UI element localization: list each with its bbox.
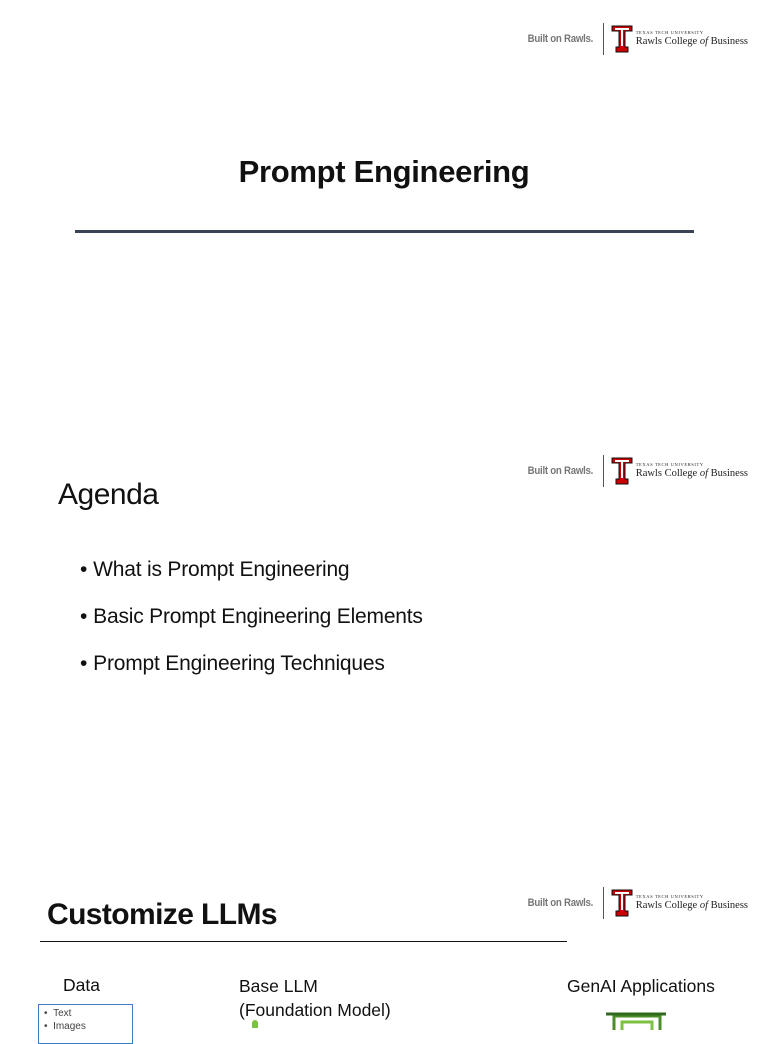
heading-underline <box>40 941 567 942</box>
column-genai-apps-label: GenAI Applications <box>567 976 715 996</box>
agenda-heading: Agenda <box>58 478 159 511</box>
column-base-llm-label: Base LLM (Foundation Model) <box>239 976 391 1020</box>
double-t-icon <box>612 890 632 916</box>
title-underline <box>75 230 694 233</box>
data-item: • Images <box>44 1021 86 1032</box>
agenda-list <box>80 558 423 699</box>
slide-title-heading: Prompt Engineering <box>238 154 530 189</box>
logo-university: TEXAS TECH UNIVERSITY <box>635 461 704 467</box>
agenda-item: • Basic Prompt Engineering Elements <box>80 605 423 628</box>
column-data-label: Data <box>63 975 100 995</box>
logo-divider <box>603 887 604 919</box>
logo-university: TEXAS TECH UNIVERSITY <box>635 893 704 899</box>
logo-college: Rawls College of Business <box>635 900 748 911</box>
double-t-icon <box>612 458 632 484</box>
logo-tagline: Built on Rawls. <box>527 897 594 909</box>
model-node-icon <box>252 1020 258 1028</box>
logo-college: Rawls College of Business <box>635 468 748 479</box>
logo-university: TEXAS TECH UNIVERSITY <box>635 29 704 35</box>
agenda-item: • What is Prompt Engineering <box>80 558 350 581</box>
college-logo <box>518 22 748 56</box>
customize-heading: Customize LLMs <box>47 898 277 931</box>
data-item: • Text <box>44 1008 72 1019</box>
app-stack-icon <box>600 1010 666 1030</box>
college-logo <box>518 454 748 488</box>
logo-tagline: Built on Rawls. <box>527 465 594 477</box>
slide-customize-llms <box>0 864 768 1032</box>
logo-divider <box>603 455 604 487</box>
slide-agenda <box>0 432 768 864</box>
logo-divider <box>603 23 604 55</box>
slide-title <box>0 0 768 432</box>
college-logo <box>518 886 748 920</box>
agenda-item: • Prompt Engineering Techniques <box>80 652 385 675</box>
double-t-icon <box>612 26 632 52</box>
logo-college: Rawls College of Business <box>635 36 748 47</box>
data-types-box <box>38 1004 133 1044</box>
logo-tagline: Built on Rawls. <box>527 33 594 45</box>
